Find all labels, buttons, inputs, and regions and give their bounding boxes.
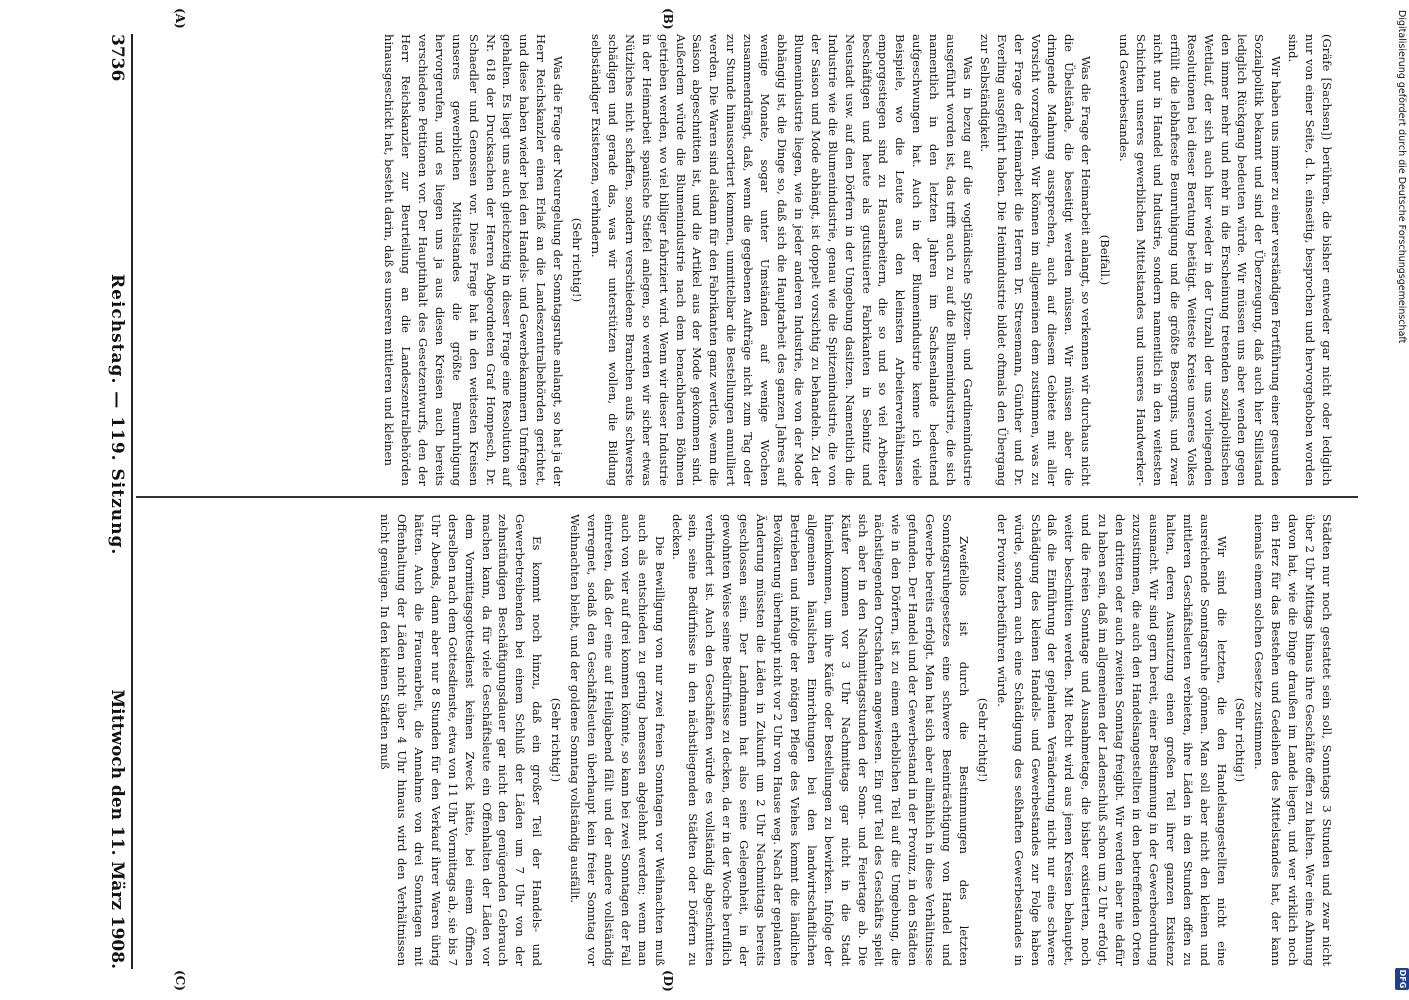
margin-mark-c: (C)	[173, 970, 187, 991]
right-applause-3: (Sehr richtig!)	[549, 697, 564, 783]
right-applause-2: (Sehr richtig!)	[975, 697, 990, 783]
left-paragraph-1: (Gräfe [Sachsen]) berühren, die bisher entweder gar nicht oder lediglich nur von einer Seite, d. h. einseitig, besprochen und hervorgehoben worden sind.	[1286, 34, 1334, 486]
column-divider	[136, 496, 1358, 498]
left-paragraph-3: Was die Frage der Heimarbeit anlangt, so verkennen wir durchaus nicht die Übelstände, die beseitigt werden müssen. Wir müssen aber die dringende Mahnung aussprechen, auch auf diesem Gebiete mit aller Vorsicht vorzugehen. Wir können im allgemeinen dem zustimmen, was zu der Frage der Heimarbeit die Herren Dr. Stresemann, Günther und Dr. Everling ausgeführt haben. Die Heimindustrie bildet oftmals den Übergang zur Selbständigkeit.	[977, 34, 1094, 486]
left-applause-2: (Sehr richtig!)	[570, 217, 585, 303]
left-paragraph-2: Wir haben uns immer zu einer verständigen Fortführung einer gesunden Sozialpolitik bekannt und sind der Überzeugung, daß auch hier Stillstand lediglich Rückgang bedeuten würde. Wir müssen uns aber wenden gegen den immer mehr und mehr in die Erscheinung tretenden sozialpolitischen Wettlauf, der sich auch hier wieder in der Unzahl der uns vorliegenden Resolutionen bei dieser Beratung betätigt. Weiteste Kreise unseres Volkes erfüllt die lebhafteste Beunruhigung und die größte Besorgnis, und zwar nicht nur in Handel und Industrie, sondern namentlich in den weitesten Schichten unseres gewerblichen Mittelstandes und unseres Handwerker- und Gewerbestandes.	[1117, 34, 1284, 486]
right-paragraph-4: Die Bewilligung von nur zwei freien Sonntagen vor Weihnachten muß auch als entschieden zu gering bemessen abgelehnt werden; wenn man auch von vier auf drei kommen könnte, so kann bei zwei Sonntagen der Fall eintreten, daß der eine auf Heiligabend fällt und der andere vollständig verregnet, sodaß den Geschäftsleuten überhaupt kein freier Sonntag vor Weihnachten bleibt, und der goldene Sonntag vollständig ausfällt.	[568, 514, 667, 966]
left-paragraph-5: Was die Frage der Neuregelung der Sonntagsruhe anlangt, so hat ja der Herr Reichskanzler einen Erlaß an die Landeszentralbehörden gerichtet, und diese haben wieder bei den Handels- und Gewerbekammern Umfragen gehalten. Es liegt uns auch gleichzeitig in dieser Frage eine Resolution auf Nr. 618 der Drucksachen der Herren Abgeordneten Graf Hompesch, Dr. Schaedler und Genossen vor. Diese Frage hat in den weitesten Kreisen unseres gewerblichen Mittelstandes die größte Beunruhigung hervorgerufen, und es liegen uns ja aus diesen Kreisen auch bereits verschiedene Petitionen vor. Der Hauptinhalt des Gesetzentwurfs, den der Herr Reichskanzler zur Beurteilung an die Landeszentralbehörden hinausgeschickt hat, besteht darin, daß es unseren mittleren und kleinen	[382, 34, 566, 486]
left-column	[140, 34, 1335, 486]
right-paragraph-2: Wir sind die letzten, die den Handelsangestellten nicht eine ausreichende Sonntagsruhe gönnen. Man soll aber nicht den kleinen und mittleren Geschäftsleuten verbieten, ihre Läden in den Stunden offen zu halten, deren Ausnutzung einen großen Teil ihrer ganzen Existenz ausmacht. Wir sind gern bereit, einer Bestimmung in der Gewerbeordnung zuzustimmen, die auch den Handelsangestellten in den betreffenden Orten den dritten oder auch zweiten Sonntag freigibt. Wir werden aber nie dafür zu haben sein, daß im allgemeinen der Ladenschluß schon um 2 Uhr erfolgt, und die freien Sonntage und Ausnahmetage, die bisher existierten, noch weiter beschnitten werden. Mit Recht wird aus jenen Kreisen behauptet, daß die Einführung der geplanten Veränderung nicht nur eine schwere Schädigung des kleinen Handels- und Gewerbestandes zur Folge haben würde, sondern auch eine Schädigung des seßhaften Gewerbestandes in der Provinz herbeiführen würde.	[994, 514, 1229, 966]
left-paragraph-4: Was in bezug auf die vogtländische Spitzen- und Gardinenindustrie ausgeführt worden ist, das trifft auch zu auf die Blumenindustrie, die sich namentlich in den letzten Jahren im Sachsenlande bedeutend aufgeschwungen hat. Auch in der Blumenindustrie kenne ich viele Beispiele, wo die Leute aus den kleinsten Arbeiterverhältnissen emporgestiegen sind zu Hausarbeitern, die so und so viel Arbeiter beschäftigen und heute als gutsituierte Fabrikanten in Sebnitz und Neustadt usw. auf den Dörfern in der Umgebung dasitzen. Namentlich die Industrie wie die Blumenindustrie, genau wie die Spitzenindustrie, die von der Saison und Mode abhängt, ist doppelt vorsichtig zu behandeln. Zu der Blumenindustrie liegen, wie in jeder anderen Industrie, die von der Mode abhängig ist, die Dinge so, daß sich die Hauptarbeit des ganzen Jahres auf wenige Monate, sogar unter Umständen auf wenige Wochen zusammendrängt, daß, wenn die gegebenen Aufträge nicht zum Tag oder zur Stunde hinaussortiert kommen, unmittelbar die Bestellungen annulliert werden. Die Waren sind alsdann für den Fabrikanten ganz wertlos, wenn die Saison abgeschnitten ist, und die Artikel aus der Mode gekommen sind. Außerdem würde die Blumenindustrie nach dem benachbarten Böhmen getrieben werden, wo viel billiger fabriziert wird. Wenn wir dieser Industrie in der Heimarbeit spanische Stiefel anlegen, so werden wir sicher etwas Nützliches nicht schaffen, sondern verschiedene Branchen aufs schwerste schädigen und gerade das, was wir unterstützen wollen, die Bildung selbständiger Existenzen, verhindern.	[589, 34, 975, 486]
header-title: Reichstag. — 119. Sitzung.	[107, 274, 127, 556]
page-number: 3736	[107, 34, 127, 82]
right-paragraph-5: Es kommt noch hinzu, daß ein großer Teil der Handels- und Gewerbetreibenden bei einem Schluß der Läden um 7 Uhr von der zehnstündigen Beschäftigungsdauer gar nicht den genügenden Gebrauch machen kann, da für viele Geschäftsleute ein Offenhalten der Läden vor dem Vormittagsgottesdienst keinen Zweck hätte, bei einem Öffnen derselben nach dem Gottesdienste, etwa von 11 Uhr Vormittags ab, sie bis 7 Uhr Abends, dann aber nur 8 Stunden für den Verkauf ihrer Waren übrig hätten. Auch die Frauenarbeit, die Annahme von drei Sonntagen mit Offenhaltung der Läden nicht über 4 Uhr hinaus wird den Verhältnissen nicht genügen. In den kleinen Städten muß	[378, 514, 545, 966]
right-paragraph-1: Städten nur noch gestattet sein soll, Sonntags 3 Stunden und zwar nicht über 2 Uhr Mittags hinaus ihre Geschäfte offen zu halten. Wer eine Ahnung davon hat, wie die Dinge draußen im Lande liegen, und wer wirklich noch ein Herz für das Bestehen und Gedeihen des Mittelstandes hat, der kann niemals einem solchen Gesetze zustimmen.	[1252, 514, 1334, 966]
margin-mark-a: (A)	[173, 8, 187, 29]
margin-mark-b: (B)	[661, 8, 675, 30]
margin-mark-d: (D)	[661, 970, 675, 992]
left-applause: (Beifall.)	[1098, 234, 1113, 286]
dfg-logo: DFG	[1395, 968, 1409, 990]
right-column	[140, 514, 1335, 966]
page-header	[101, 34, 127, 969]
right-applause: (Sehr richtig!)	[1233, 697, 1248, 783]
header-date: Mittwoch den 11. März 1908.	[107, 689, 127, 969]
footer-label: Digitalisierung gefördert durch die Deutsche Forschungsgemeinschaft	[1396, 10, 1407, 344]
digitization-footer	[1391, 0, 1409, 1000]
right-paragraph-3: Zweifellos ist durch die Bestimmungen des letzten Sonntagsruhegesetzes eine schwere Beeinträchtigung von Handel und Gewerbe bereits erfolgt. Man hat sich aber allmählich in diese Verhältnisse gefunden. Der Handel und der Gewerbestand in der Provinz, in den Städten wie in den Dörfern, ist zu einem erheblichen Teil auf die Umgebung, die nächstliegenden Ortschaften angewiesen. Ein gut Teil des Geschäfts spielt sich aber in den Nachmittagsstunden der Sonn- und Feiertage ab. Die Käufer kommen vor 3 Uhr Nachmittags gar nicht in die Stadt hineinkommen, um ihre Käufe oder Bestellungen zu bewirken. Infolge der allgemeinen häuslichen Einrichtungen bei den landwirtschaftlichen Betrieben und infolge der nötigen Pflege des Viehes kommt die ländliche Bevölkerung überhaupt nicht vor 2 Uhr von Hause weg. Nach der geplanten Änderung müssten die Läden in Zukunft um 2 Uhr Nachmittags bereits geschlossen sein. Der Landmann hat also seine Gelegenheit, in der gewohnten Weise seine Bedürfnisse zu decken, da er in der Woche beruflich verhindert ist. Auch den Geschäften würde es vollständig abgeschnitten sein, seine Bedürfnisse in den nächstliegenden Städten oder Dörfern zu decken.	[669, 514, 971, 966]
header-rule	[131, 34, 133, 969]
